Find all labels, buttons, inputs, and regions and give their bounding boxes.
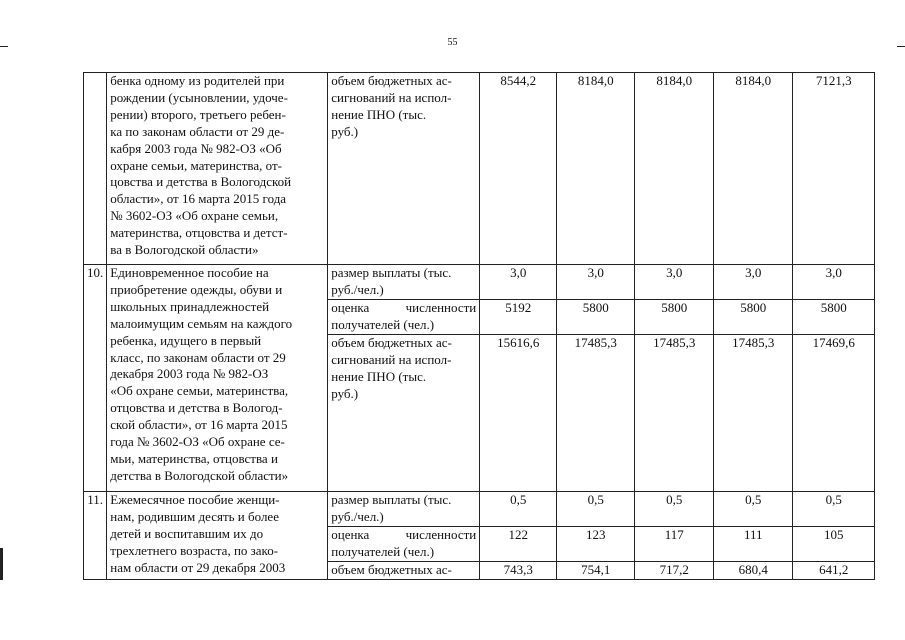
desc-line: отцовства и детства в Вологод- — [110, 400, 283, 416]
value-cell: 0,5 — [480, 492, 557, 527]
desc-line: школьных принадлежностей — [110, 298, 270, 314]
indicator-line: получателей (чел.) — [331, 316, 435, 332]
indicator-line: нение ПНО (тыс. — [331, 106, 427, 122]
value-cell: 3,0 — [635, 265, 714, 300]
value-cell: 8544,2 — [480, 73, 557, 265]
desc-line: ребенка, идущего в первый — [110, 332, 262, 348]
value-cell: 5800 — [635, 300, 714, 335]
desc-line: приобретение одежды, обуви и — [110, 281, 283, 297]
value-cell: 111 — [714, 527, 793, 562]
value-cell: 8184,0 — [635, 73, 714, 265]
value-cell: 680,4 — [714, 562, 793, 580]
value-cell: 3,0 — [480, 265, 557, 300]
scan-mark-left — [0, 46, 8, 47]
table-row — [84, 73, 875, 265]
value-cell: 5800 — [557, 300, 635, 335]
indicator-line: руб.) — [331, 385, 359, 401]
value-cell: 8184,0 — [557, 73, 635, 265]
indicator-line: нение ПНО (тыс. — [331, 368, 427, 384]
desc-line: кабря 2003 года № 982-ОЗ «Об — [110, 140, 282, 156]
indicator-label — [328, 265, 480, 300]
desc-line: материнства, отцовства и детст- — [110, 225, 288, 241]
value-cell: 641,2 — [793, 562, 875, 580]
value-cell: 0,5 — [714, 492, 793, 527]
desc-line: детей и воспитавшим их до — [110, 525, 264, 541]
desc-line: ка по законам области от 29 де- — [110, 123, 285, 139]
desc-line: цовства и детства в Вологодской — [110, 174, 292, 190]
value-cell: 3,0 — [557, 265, 635, 300]
indicator-line: сигнований на испол- — [331, 89, 452, 105]
value-cell: 754,1 — [557, 562, 635, 580]
indicator-label — [328, 335, 480, 492]
benefit-description — [107, 492, 328, 580]
desc-line: бенка одному из родителей при — [110, 73, 285, 88]
desc-line: класс, по законам области от 29 — [110, 349, 286, 365]
indicator-label — [328, 300, 480, 335]
indicator-label — [328, 73, 480, 265]
indicator-line: руб./чел.) — [331, 281, 384, 297]
value-cell: 8184,0 — [714, 73, 793, 265]
indicator-line: получателей (чел.) — [331, 543, 435, 559]
desc-line: детства в Вологодской области» — [110, 467, 289, 483]
value-cell: 122 — [480, 527, 557, 562]
indicator-line: размер выплаты (тыс. — [331, 492, 452, 507]
desc-line: декабря 2003 года № 982-ОЗ — [110, 366, 269, 382]
desc-line: охране семьи, материнства, от- — [110, 157, 282, 173]
desc-line: малоимущим семьям на каждого — [110, 315, 293, 331]
value-cell: 17469,6 — [793, 335, 875, 492]
value-cell: 5800 — [793, 300, 875, 335]
indicator-line: объем бюджетных ас- — [331, 73, 452, 88]
indicator-line: оценка численности — [331, 527, 477, 542]
benefit-description — [107, 73, 328, 265]
desc-line: области», от 16 марта 2015 года — [110, 191, 287, 207]
desc-line: рении) второго, третьего ребен- — [110, 106, 286, 122]
desc-line: мьи, материнства, отцовства и — [110, 450, 278, 466]
value-cell: 105 — [793, 527, 875, 562]
indicator-line: оценка численности — [331, 300, 477, 315]
indicator-label — [328, 562, 480, 580]
desc-line: года № 3602-ОЗ «Об охране се- — [110, 434, 285, 450]
indicator-line: размер выплаты (тыс. — [331, 265, 452, 280]
value-cell: 3,0 — [714, 265, 793, 300]
desc-line: № 3602-ОЗ «Об охране семьи, — [110, 208, 279, 224]
row-number — [84, 73, 107, 265]
indicator-line: руб./чел.) — [331, 508, 384, 524]
indicator-label — [328, 492, 480, 527]
desc-line: ской области», от 16 марта 2015 — [110, 417, 288, 433]
value-cell: 5192 — [480, 300, 557, 335]
value-cell: 743,3 — [480, 562, 557, 580]
value-cell: 123 — [557, 527, 635, 562]
desc-line: «Об охране семьи, материнства, — [110, 383, 289, 399]
desc-line: трехлетнего возраста, по зако- — [110, 542, 279, 558]
value-cell: 17485,3 — [714, 335, 793, 492]
table-row — [84, 492, 875, 527]
value-cell: 15616,6 — [480, 335, 557, 492]
table-row — [84, 265, 875, 300]
desc-line: нам, родившим десять и более — [110, 508, 279, 524]
desc-line: рождении (усыновлении, удоче- — [110, 89, 288, 105]
value-cell: 0,5 — [793, 492, 875, 527]
benefits-table — [83, 72, 875, 580]
row-number: 11. — [84, 492, 107, 580]
desc-line: ва в Вологодской области» — [110, 242, 259, 258]
desc-line: Единовременное пособие на — [110, 265, 269, 280]
indicator-line: руб.) — [331, 123, 359, 139]
scan-mark-right — [897, 46, 905, 47]
value-cell: 717,2 — [635, 562, 714, 580]
indicator-line: сигнований на испол- — [331, 351, 452, 367]
value-cell: 5800 — [714, 300, 793, 335]
scan-mark-bottom-left — [0, 548, 3, 580]
value-cell: 7121,3 — [793, 73, 875, 265]
indicator-line: объем бюджетных ас- — [331, 562, 452, 577]
row-number: 10. — [84, 265, 107, 492]
value-cell: 17485,3 — [557, 335, 635, 492]
indicator-label — [328, 527, 480, 562]
value-cell: 117 — [635, 527, 714, 562]
benefit-description — [107, 265, 328, 492]
value-cell: 0,5 — [557, 492, 635, 527]
indicator-line: объем бюджетных ас- — [331, 335, 452, 350]
value-cell: 3,0 — [793, 265, 875, 300]
value-cell: 17485,3 — [635, 335, 714, 492]
page-number: 55 — [447, 37, 458, 48]
value-cell: 0,5 — [635, 492, 714, 527]
desc-line: нам области от 29 декабря 2003 — [110, 559, 286, 575]
desc-line: Ежемесячное пособие женщи- — [110, 492, 280, 507]
